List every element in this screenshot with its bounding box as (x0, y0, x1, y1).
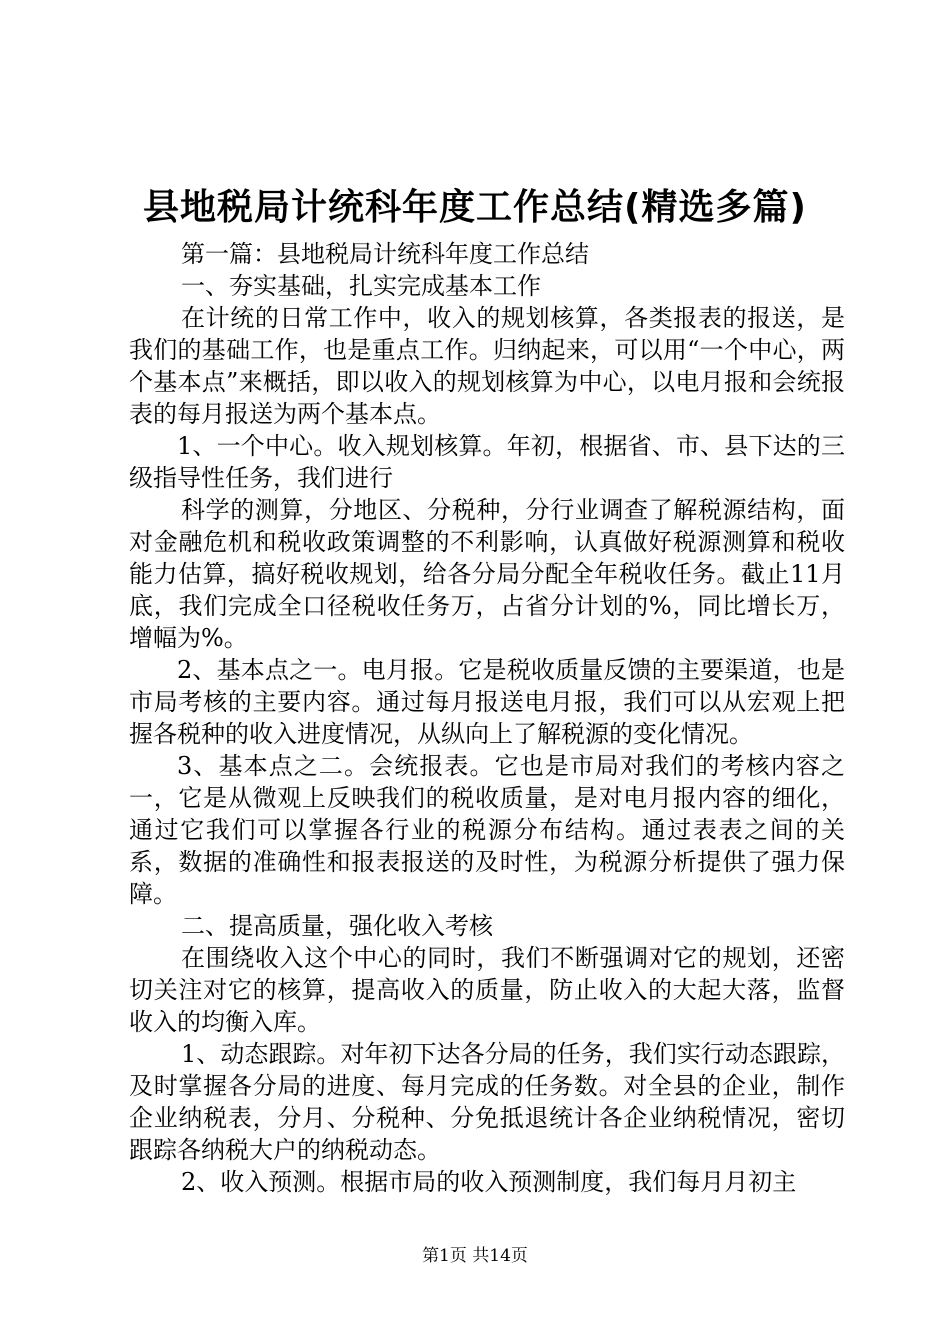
paragraph: 3、基本点之二。会统报表。它也是市局对我们的考核内容之一，它是从微观上反映我们的税收质量，是对电月报内容的细化，通过它我们可以掌握各行业的税源分布结构。通过表表之间的关系，数据的准确性和报表报送的及时性，为税源分析提供了强力保障。 (129, 752, 845, 908)
section-heading-2: 二、提高质量，强化收入考核 (181, 912, 493, 940)
paragraph: 在计统的日常工作中，收入的规划核算，各类报表的报送，是我们的基础工作，也是重点工作。归纳起来，可以用“一个中心，两个基本点”来概括，即以收入的规划核算为中心，以电月报和会统报表的每月报送为两个基本点。 (129, 304, 845, 428)
paragraph: 2、基本点之一。电月报。它是税收质量反馈的主要渠道，也是市局考核的主要内容。通过每月报送电月报，我们可以从宏观上把握各税种的收入进度情况，从纵向上了解税源的变化情况。 (129, 656, 845, 748)
section-heading-part-one: 第一篇：县地税局计统科年度工作总结 (181, 240, 589, 268)
document-title: 县地税局计统科年度工作总结(精选多篇) (143, 187, 807, 228)
paragraph: 2、收入预测。根据市局的收入预测制度，我们每月月初主 (181, 1168, 797, 1196)
section-heading-1: 一、夯实基础，扎实完成基本工作 (181, 272, 541, 300)
paragraph: 1、动态跟踪。对年初下达各分局的任务，我们实行动态跟踪，及时掌握各分局的进度、每月完成的任务数。对全县的企业，制作企业纳税表，分月、分税种、分免抵退统计各企业纳税情况，密切跟踪各纳税大户的纳税动态。 (129, 1040, 845, 1164)
page-number-footer: 第1页 共14页 (422, 1246, 528, 1266)
document-body (129, 238, 845, 1198)
paragraph: 在围绕收入这个中心的同时，我们不断强调对它的规划，还密切关注对它的核算，提高收入的质量，防止收入的大起大落，监督收入的均衡入库。 (129, 944, 845, 1036)
paragraph: 1、一个中心。收入规划核算。年初，根据省、市、县下达的三级指导性任务，我们进行 (129, 432, 845, 492)
paragraph: 科学的测算，分地区、分税种，分行业调查了解税源结构，面对金融危机和税收政策调整的不利影响，认真做好税源测算和税收能力估算，搞好税收规划，给各分局分配全年税收任务。截止11月底，我们完成全口径税收任务万，占省分计划的%，同比增长万，增幅为%。 (129, 496, 845, 652)
